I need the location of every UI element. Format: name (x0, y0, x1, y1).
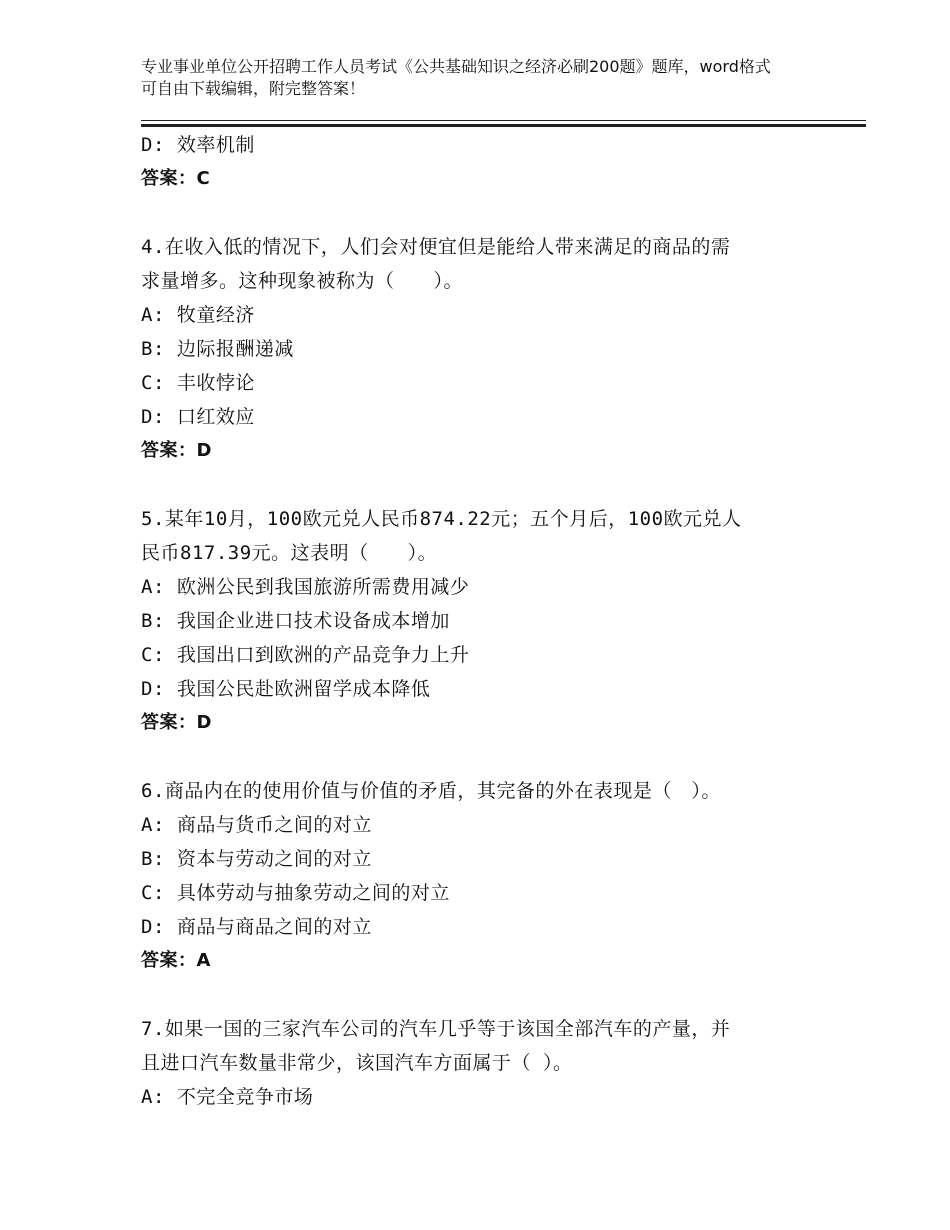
option-a: A: 欧洲公民到我国旅游所需费用减少 (141, 576, 470, 598)
question-stem-line: 且进口汽车数量非常少，该国汽车方面属于（ ）。 (141, 1052, 573, 1074)
answer-line: 答案：D (141, 440, 212, 461)
option-a: A: 牧童经济 (141, 304, 255, 326)
question-stem-line: 5.某年10月，100欧元兑人民币874.22元；五个月后，100欧元兑人 (141, 508, 742, 530)
option-c: C: 具体劳动与抽象劳动之间的对立 (141, 882, 450, 904)
header-rule-thick (141, 124, 866, 127)
question-5 (141, 502, 811, 740)
question-6 (141, 774, 811, 978)
question-stem-line: 求量增多。这种现象被称为（ ）。 (141, 270, 464, 292)
answer-line: 答案：A (141, 950, 211, 971)
question-stem-line: 4.在收入低的情况下，人们会对便宜但是能给人带来满足的商品的需 (141, 236, 731, 258)
answer-line: 答案：C (141, 168, 211, 189)
option-b: B: 我国企业进口技术设备成本增加 (141, 610, 450, 632)
option-c: C: 我国出口到欧洲的产品竞争力上升 (141, 644, 470, 666)
option-d: D: 商品与商品之间的对立 (141, 916, 372, 938)
header-rule-thin (141, 120, 866, 121)
option-b: B: 资本与劳动之间的对立 (141, 848, 372, 870)
option-a: A: 商品与货币之间的对立 (141, 814, 372, 836)
option-c: C: 丰收悖论 (141, 372, 255, 394)
document-body (141, 128, 811, 1114)
answer-line: 答案：D (141, 712, 212, 733)
question-4 (141, 230, 811, 468)
question-stem-line: 民币817.39元。这表明（ ）。 (141, 542, 438, 564)
option-d: D: 我国公民赴欧洲留学成本降低 (141, 678, 431, 700)
option-b: B: 边际报酬递减 (141, 338, 294, 360)
option-d: D: 效率机制 (141, 134, 255, 156)
document-header: 专业事业单位公开招聘工作人员考试《公共基础知识之经济必刷200题》题库，word格式可自由下载编辑，附完整答案！ (141, 57, 771, 98)
question-7 (141, 1012, 811, 1114)
option-a: A: 不完全竞争市场 (141, 1086, 314, 1108)
option-d: D: 口红效应 (141, 406, 255, 428)
question-stem-line: 6.商品内在的使用价值与价值的矛盾，其完备的外在表现是（ ）。 (141, 780, 721, 802)
question-stem-line: 7.如果一国的三家汽车公司的汽车几乎等于该国全部汽车的产量，并 (141, 1018, 731, 1040)
